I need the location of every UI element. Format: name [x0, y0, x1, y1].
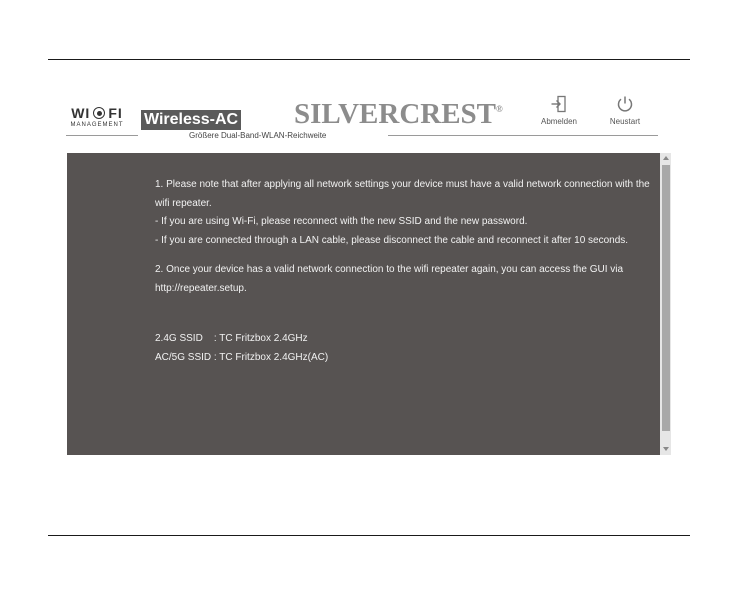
logout-icon: [550, 95, 568, 113]
header-divider-left: [66, 135, 138, 136]
product-tagline: Größere Dual-Band-WLAN-Reichweite: [189, 131, 327, 140]
ssid-summary: [155, 330, 328, 367]
instruction-line: - If you are using Wi-Fi, please reconnect with the new SSID and the new password.: [155, 216, 528, 227]
wifi-management-logo: [66, 106, 128, 130]
wifi-logo-subtitle: MANAGEMENT: [70, 122, 124, 128]
instruction-paragraph-2: [155, 261, 623, 298]
scroll-down-icon[interactable]: [663, 447, 669, 451]
brand-name: SILVERCREST: [294, 98, 497, 130]
wifi-logo-right: FI: [108, 105, 123, 121]
instruction-line: 1. Please note that after applying all network settings your device must have a valid network connection with the: [155, 179, 650, 190]
instruction-line: - If you are connected through a LAN cable, please disconnect the cable and reconnect it after 10 seconds.: [155, 234, 629, 246]
ssid-24g-row: 2.4G SSID : TC Fritzbox 2.4GHz: [155, 333, 308, 344]
page-top-rule: [48, 59, 690, 60]
restart-button[interactable]: [600, 95, 650, 126]
logout-label: Abmelden: [540, 117, 578, 126]
ssid-5g-row: AC/5G SSID : TC Fritzbox 2.4GHz(AC): [155, 351, 329, 363]
instruction-paragraph-1: [155, 176, 650, 250]
wifi-logo-left: WI: [71, 105, 91, 121]
instruction-line: http://repeater.setup.: [155, 282, 247, 294]
product-tag: Wireless-AC: [141, 110, 241, 130]
power-icon: [616, 95, 634, 113]
instruction-line: 2. Once your device has a valid network connection to the wifi repeater again, you can access the GUI via: [155, 264, 624, 275]
logout-button[interactable]: [534, 95, 584, 126]
page-bottom-rule: [48, 535, 690, 536]
restart-label: Neustart: [609, 117, 641, 126]
wifi-logo-word: [66, 106, 128, 120]
brand-registered-mark: ®: [496, 104, 503, 114]
scroll-up-icon[interactable]: [663, 156, 669, 160]
scrollbar-thumb[interactable]: [662, 165, 670, 431]
wifi-dot-icon: [93, 107, 105, 119]
brand-logo: [294, 98, 503, 131]
instruction-line: wifi repeater.: [155, 197, 212, 209]
header-divider-right: [388, 135, 658, 136]
